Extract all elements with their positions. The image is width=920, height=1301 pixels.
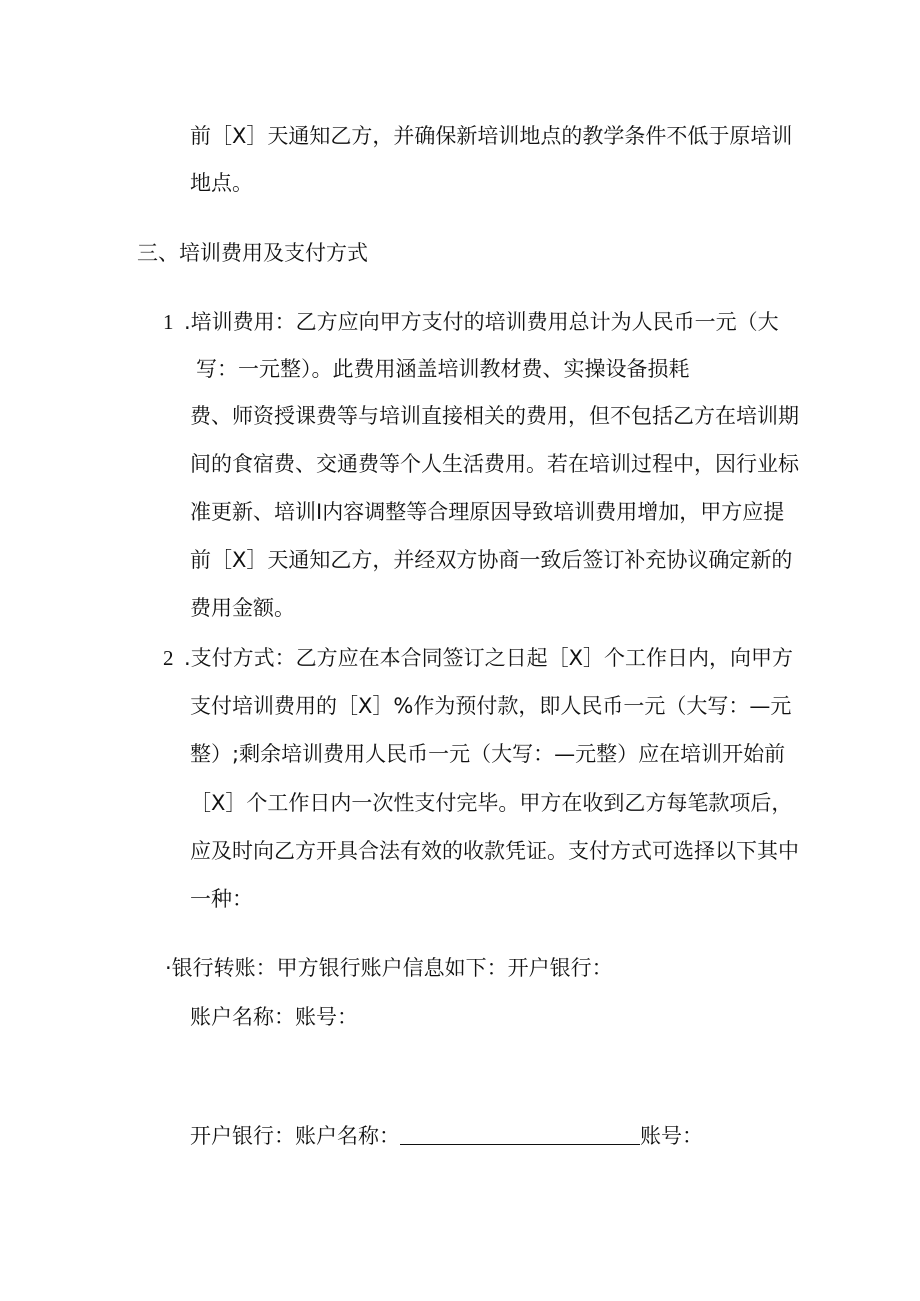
item-1-line-5: 准更新、培训I内容调整等合理原因导致培训费用增加，甲方应提: [190, 500, 785, 524]
item-1-line-2: 写：一元整）。此费用涵盖培训教材费、实操设备损耗: [196, 357, 690, 381]
item-1-number: 1: [163, 310, 174, 334]
item-2-line-5: 应及时向乙方开具合法有效的收款凭证。支付方式可选择以下其中: [190, 839, 799, 863]
item-1-line-4: 间的食宿费、交通费等个人生活费用。若在培训过程中，因行业标: [190, 452, 799, 476]
account-name-blank[interactable]: [400, 1122, 640, 1145]
item-1-line-7: 费用金额。: [190, 596, 295, 620]
item-1-line-6: 前［X］天通知乙方，并经双方协商一致后签订补充协议确定新的: [190, 548, 793, 572]
intro-line-2: 地点。: [190, 171, 253, 195]
item-2-number: 2: [163, 646, 174, 670]
bank-info-line: [190, 1121, 703, 1151]
item-2-line-4: ［X］个工作日内一次性支付完毕。甲方在收到乙方每笔款项后，: [190, 791, 793, 815]
bank-transfer-line: ·银行转账：甲方银行账户信息如下：开户银行：: [165, 956, 613, 980]
item-2-line-3: 整）;剩余培训费用人民币一元（大写：—元整）应在培训开始前: [190, 742, 786, 766]
bank-info-suffix: 账号：: [640, 1124, 703, 1148]
item-2-line-2: 支付培训费用的［X］%作为预付款，即人民币一元（大写：—元: [190, 694, 792, 718]
item-1-line-1: .培训费用：乙方应向甲方支付的培训费用总计为人民币一元（大: [184, 310, 779, 334]
section-3-heading: 三、培训费用及支付方式: [137, 241, 368, 265]
account-name-line: 账户名称：账号：: [190, 1005, 358, 1029]
item-1-line-3: 费、师资授课费等与培训直接相关的费用，但不包括乙方在培训期: [190, 404, 799, 428]
bank-info-prefix: 开户银行：账户名称：: [190, 1124, 400, 1148]
item-2-line-6: 一种：: [190, 887, 253, 911]
item-2-line-1: .支付方式：乙方应在本合同签订之日起［X］个工作日内，向甲方: [184, 646, 794, 670]
intro-line-1: 前［X］天通知乙方，并确保新培训地点的教学条件不低于原培训: [190, 124, 793, 148]
